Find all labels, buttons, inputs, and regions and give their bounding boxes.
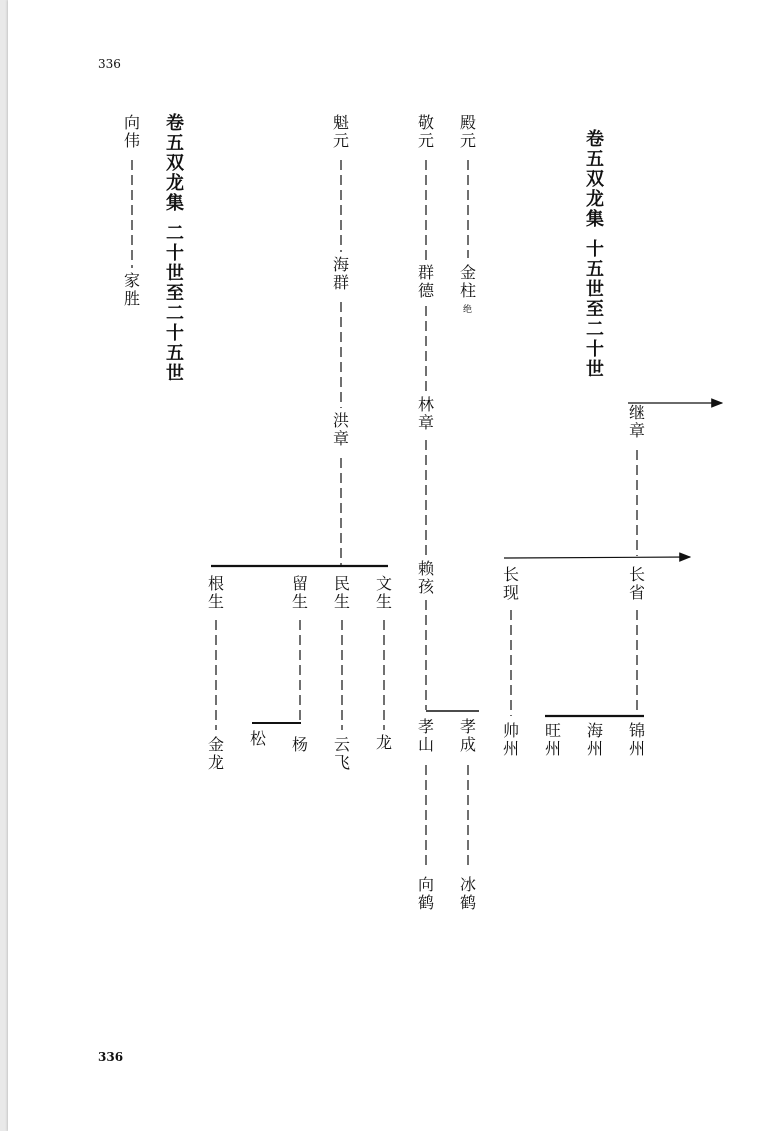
name-binghe: 冰 鹤	[459, 875, 476, 912]
name-hongzhang: 洪 章	[332, 411, 349, 448]
extinct-mark: 绝	[463, 305, 473, 315]
name-xianghe: 向 鹤	[417, 875, 434, 912]
name-xiangwei: 向 伟	[123, 113, 140, 150]
name-linzhang: 林 章	[417, 395, 434, 432]
name-changsheng: 长 省	[628, 565, 645, 602]
name-wensheng: 文 生	[375, 574, 392, 611]
page-number-top: 336	[98, 57, 121, 71]
name-wangzhou: 旺 州	[544, 721, 561, 758]
document-page	[8, 0, 779, 1131]
name-jizhang: 继 章	[628, 403, 645, 440]
name-qunde: 群 德	[417, 263, 434, 300]
name-yang: 杨	[291, 735, 308, 754]
name-liusheng: 留 生	[291, 574, 308, 611]
name-jinzhu: 金 柱	[459, 263, 476, 300]
name-kuiyuan: 魁 元	[332, 113, 349, 150]
name-minsheng: 民 生	[333, 574, 350, 611]
name-shuaizhou: 帅 州	[502, 721, 519, 758]
name-haiqun: 海 群	[332, 255, 349, 292]
chapter-title-left: 卷 五 双 龙 集 二 十 世 至 二 十 五 世	[166, 113, 184, 384]
genealogy-lines	[8, 0, 779, 1131]
name-xiaoshan: 孝 山	[417, 717, 434, 754]
name-xiaocheng: 孝 成	[459, 717, 476, 754]
name-jinzhou: 锦 州	[628, 721, 645, 758]
name-jingyuan: 敬 元	[417, 113, 434, 150]
name-gensheng: 根 生	[207, 574, 224, 611]
name-yunfei: 云 飞	[333, 735, 350, 772]
name-changxian: 长 现	[502, 565, 519, 602]
name-laihai: 赖 孩	[417, 559, 434, 596]
name-dianyuan: 殿 元	[459, 113, 476, 150]
name-haizhou: 海 州	[586, 721, 603, 758]
chapter-title-right: 卷 五 双 龙 集 十 五 世 至 二 十 世	[586, 129, 604, 380]
page-number-bottom: 336	[98, 1050, 124, 1064]
name-song: 松	[249, 729, 266, 748]
name-jinlong: 金 龙	[207, 735, 224, 772]
name-long: 龙	[375, 733, 392, 752]
name-jiasheng: 家 胜	[123, 271, 140, 308]
